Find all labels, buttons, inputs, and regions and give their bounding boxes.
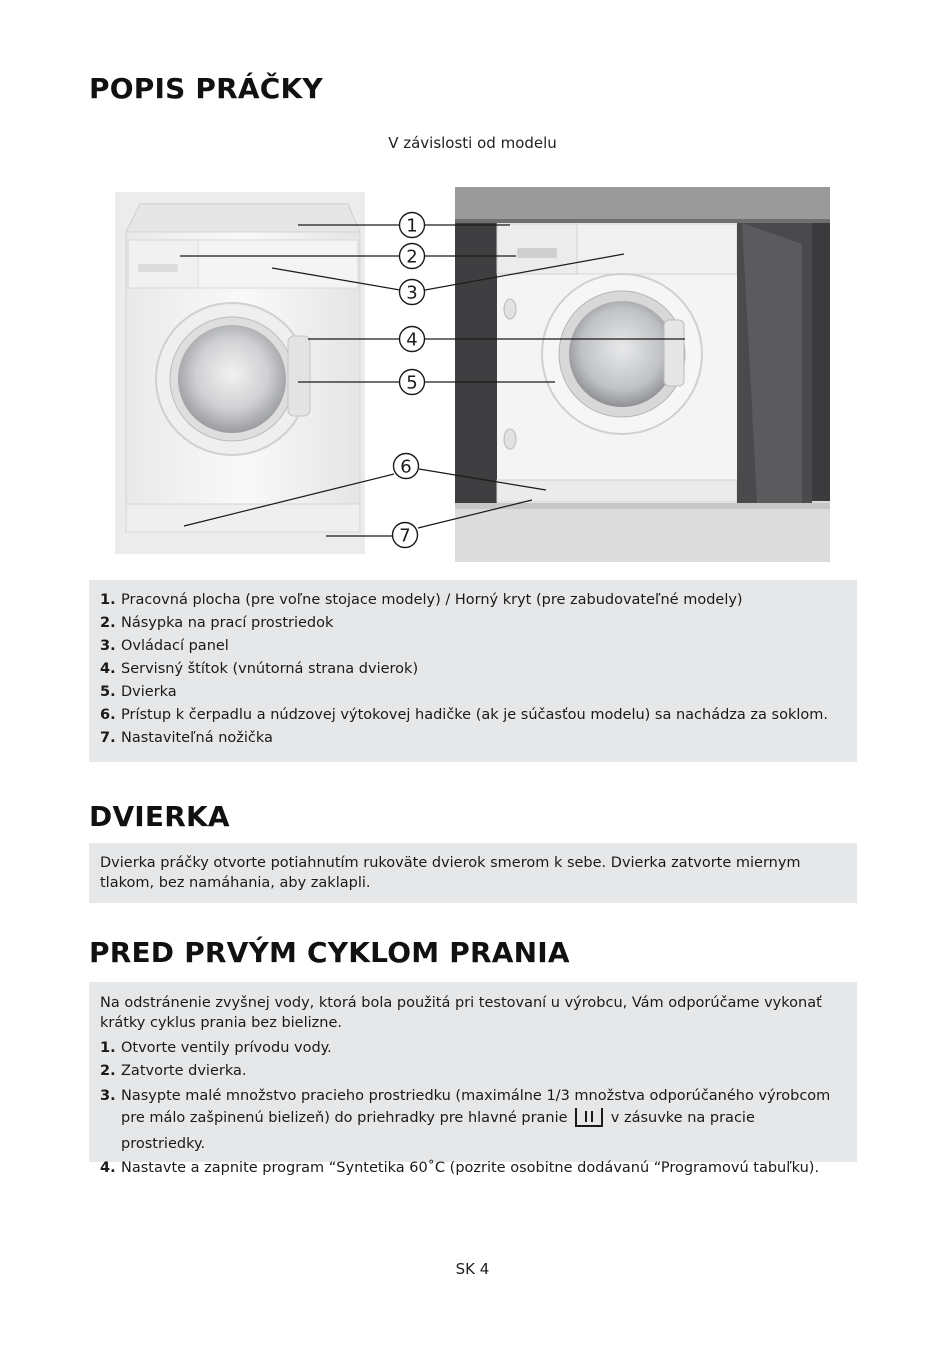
callout-7 bbox=[393, 523, 418, 548]
door-info-box bbox=[89, 843, 857, 903]
list-item: 4. Servisný štítok (vnútorná strana dvierok) bbox=[100, 661, 419, 677]
section-title-door: DVIERKA bbox=[89, 800, 230, 833]
callout-2 bbox=[400, 244, 425, 269]
svg-text:6: 6 bbox=[400, 456, 412, 478]
figure-subtitle: V závislosti od modelu bbox=[388, 134, 557, 152]
callout-4 bbox=[400, 327, 425, 352]
door-paragraph: Dvierka práčky otvorte potiahnutím rukoväte dvierok smerom k sebe. Dvierka zatvorte miernym tlakom, bez namáhania, aby zaklapli. bbox=[100, 855, 801, 891]
list-item: 2. Násypka na prací prostriedok bbox=[100, 615, 334, 631]
page-title: POPIS PRÁČKY bbox=[89, 72, 323, 105]
first-cycle-steps bbox=[100, 1037, 843, 1180]
list-item: 6. Prístup k čerpadlu a núdzovej výtokovej hadičke (ak je súčasťou modelu) sa nachádza za soklom. bbox=[100, 707, 828, 723]
callout-1 bbox=[400, 213, 425, 238]
list-item: 3. Ovládací panel bbox=[100, 638, 229, 654]
list-item: 4. Nastavte a zapnite program “Syntetika 60˚C (pozrite osobitne dodávanú “Programovú tabuľku). bbox=[100, 1160, 820, 1176]
callout-3 bbox=[400, 280, 425, 305]
list-item: 2. Zatvorte dvierka. bbox=[100, 1063, 247, 1079]
svg-text:2: 2 bbox=[406, 246, 418, 268]
main-wash-compartment-icon bbox=[574, 1106, 604, 1134]
built-in-machine-photo bbox=[455, 187, 830, 562]
washing-machine-figure bbox=[112, 184, 832, 564]
page-number: SK 4 bbox=[455, 1260, 490, 1278]
first-cycle-intro: Na odstránenie zvyšnej vody, ktorá bola použitá pri testovaní u výrobcu, Vám odporúčame vykonať krátky cyklus prania bez bielizne. bbox=[100, 995, 822, 1031]
svg-text:4: 4 bbox=[406, 329, 418, 351]
svg-text:7: 7 bbox=[399, 525, 411, 547]
callout-6 bbox=[394, 454, 419, 479]
list-item: 1. Otvorte ventily prívodu vody. bbox=[100, 1040, 332, 1056]
svg-text:3: 3 bbox=[406, 282, 418, 304]
section-title-first-cycle: PRED PRVÝM CYKLOM PRANIA bbox=[89, 936, 570, 969]
parts-list bbox=[100, 589, 845, 750]
list-item: 3. Nasypte malé množstvo pracieho prostriedku (maximálne 1/3 množstva odporúčaného výrobcom pre málo zašpinenú bielizeň) do priehradky pre hlavné pranie v zásuvke na pracie prostriedky. bbox=[100, 1088, 831, 1152]
list-item: 1. Pracovná plocha (pre voľne stojace modely) / Horný kryt (pre zabudovateľné modely) bbox=[100, 592, 743, 608]
list-item: 5. Dvierka bbox=[100, 684, 177, 700]
list-item: 7. Nastaviteľná nožička bbox=[100, 730, 273, 746]
first-cycle-box bbox=[89, 982, 857, 1176]
callout-5 bbox=[400, 370, 425, 395]
svg-text:5: 5 bbox=[406, 372, 418, 394]
freestanding-machine-photo bbox=[115, 192, 365, 554]
svg-text:1: 1 bbox=[406, 215, 418, 237]
parts-list-box bbox=[89, 580, 857, 762]
